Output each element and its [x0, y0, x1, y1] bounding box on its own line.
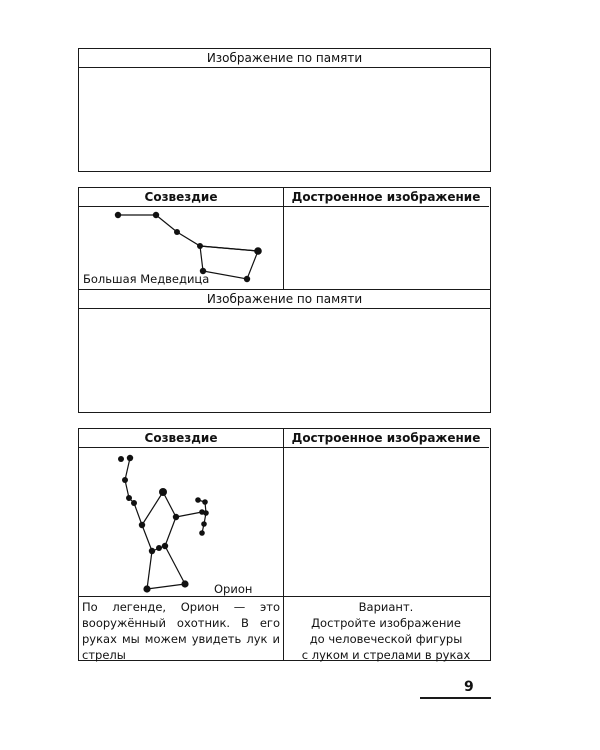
star [131, 500, 137, 506]
star [143, 585, 150, 592]
star [201, 521, 207, 527]
star [156, 545, 162, 551]
star [181, 580, 188, 587]
star [127, 455, 133, 461]
star [199, 530, 205, 536]
row-divider-2 [79, 596, 490, 597]
star [115, 212, 121, 218]
column-divider-2 [283, 429, 284, 660]
orion-diagram [79, 429, 279, 594]
star [149, 548, 155, 554]
memory-header-2: Изображение по памяти [79, 290, 490, 309]
orion-label: Орион [214, 582, 253, 596]
star [195, 497, 201, 503]
task-line: с луком и стрелами в руках [301, 648, 471, 662]
column-header-completed-image: Достроенное изображение [283, 188, 489, 207]
star [139, 522, 145, 528]
page-number: 9 [464, 679, 474, 695]
page-number-rule [420, 697, 491, 699]
star [254, 247, 262, 255]
star [173, 514, 179, 520]
star [202, 499, 208, 505]
task-line: до человеческой фигуры [309, 632, 463, 646]
star [162, 543, 168, 549]
star [118, 456, 124, 462]
task-line: Вариант. [358, 600, 414, 614]
task-line: Достройте изображение [311, 616, 461, 630]
star [197, 243, 203, 249]
column-header-constellation: Созвездие [79, 188, 283, 207]
star [174, 229, 180, 235]
big-dipper-handle [118, 215, 258, 251]
task-text [287, 599, 485, 663]
memory-header-1: Изображение по памяти [79, 49, 490, 68]
column-divider [283, 188, 284, 289]
constellation-box-big-dipper [78, 187, 491, 413]
star [126, 495, 132, 501]
star [122, 477, 128, 483]
memory-box-1 [78, 48, 491, 172]
column-header-constellation-2: Созвездие [79, 429, 283, 448]
star [153, 212, 159, 218]
star [203, 510, 209, 516]
legend-text: По легенде, Орион — это вооружённый охотник. В его руках мы можем увидеть лук и стрелы [82, 600, 280, 662]
star [159, 488, 167, 496]
big-dipper-label: Большая Медведица [83, 272, 210, 286]
orion-bow [198, 500, 206, 533]
star [244, 276, 250, 282]
column-header-completed-image-2: Достроенное изображение [283, 429, 489, 448]
constellation-box-orion [78, 428, 491, 661]
